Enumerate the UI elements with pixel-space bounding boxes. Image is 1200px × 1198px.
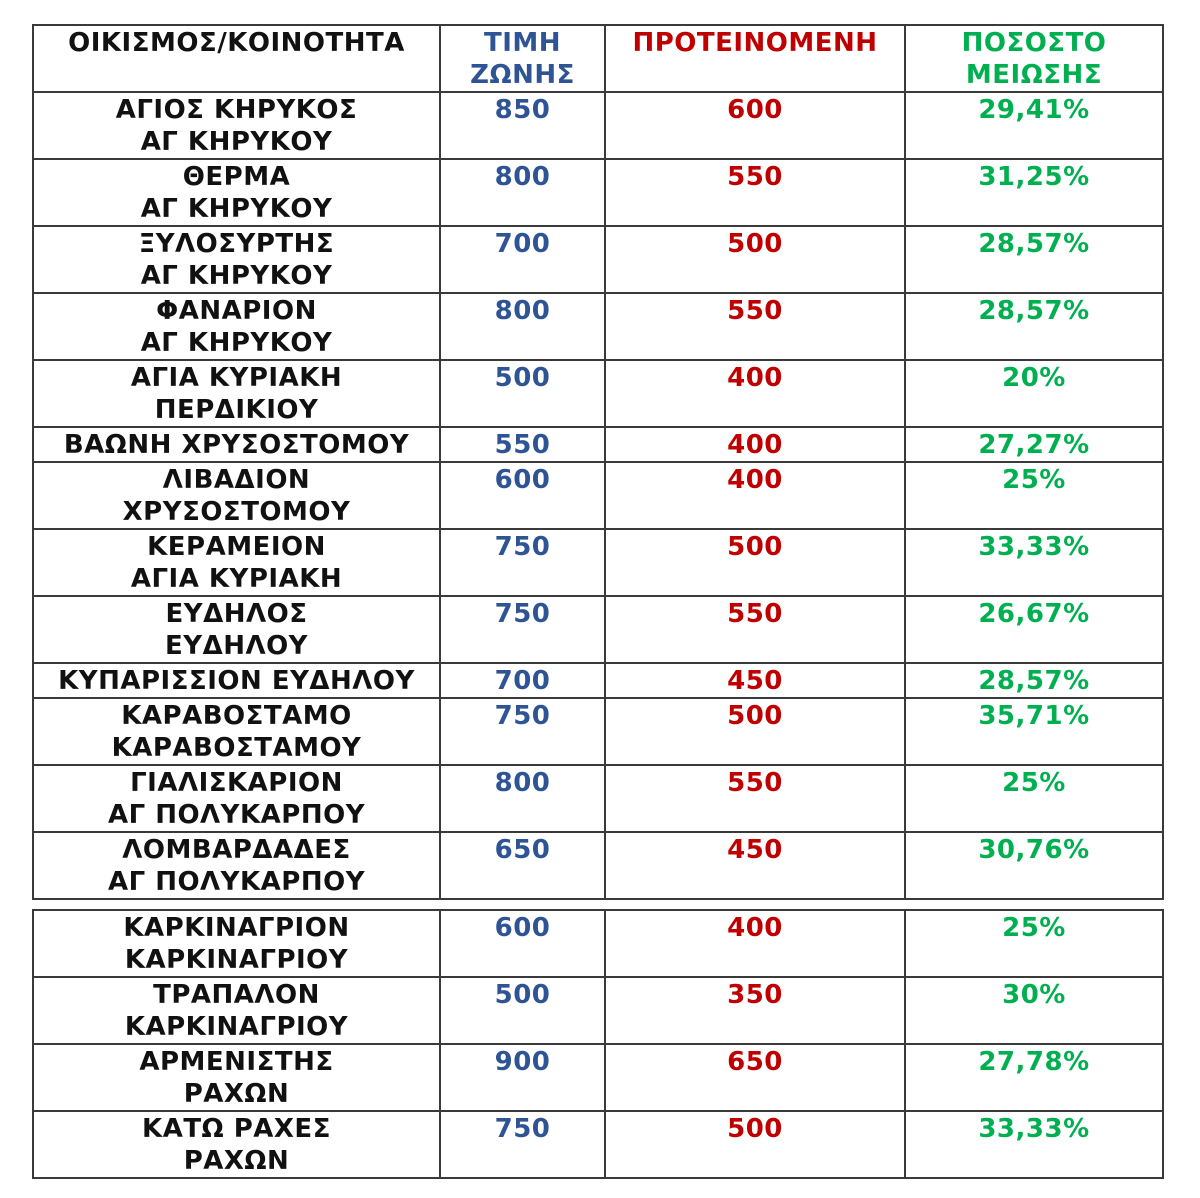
header-zone-price-line-2: ΖΩΝΗΣ: [470, 60, 575, 90]
proposed-price-cell-value: 500: [727, 532, 783, 562]
settlement-cell: [33, 596, 440, 663]
table-row: [33, 226, 1163, 293]
zone-price-cell: [440, 832, 605, 899]
zone-price-cell: [440, 663, 605, 698]
proposed-price-cell: [605, 698, 905, 765]
reduction-cell-value: 20%: [1002, 363, 1066, 393]
settlement-name-line: ΚΕΡΑΜΕΙΟΝ: [147, 532, 326, 562]
settlement-name-line: ΚΑΡΚΙΝΑΓΡΙΟΝ: [123, 913, 350, 943]
zone-price-cell: [440, 1111, 605, 1178]
table-row: [33, 596, 1163, 663]
zone-price-cell: [440, 765, 605, 832]
zone-price-cell: [440, 360, 605, 427]
table-row: [33, 663, 1163, 698]
zone-price-cell: [440, 698, 605, 765]
zone-price-cell: [440, 462, 605, 529]
settlement-name-line: ΕΥΔΗΛΟΥ: [164, 631, 309, 661]
reduction-cell: [905, 462, 1163, 529]
proposed-price-cell: [605, 1111, 905, 1178]
settlement-name-line: ΕΥΔΗΛΟΣ: [165, 599, 308, 629]
settlement-name-line: ΚΑΡΑΒΟΣΤΑΜΟΥ: [111, 733, 362, 763]
reduction-cell-value: 28,57%: [978, 296, 1090, 326]
settlement-name-line: ΛΙΒΑΔΙΟΝ: [162, 465, 311, 495]
zone-price-cell-value: 550: [494, 430, 551, 460]
proposed-price-cell-value: 400: [727, 430, 783, 460]
zone-price-cell-value: 750: [494, 532, 551, 562]
proposed-price-cell-value: 500: [727, 701, 783, 731]
proposed-price-cell-value: 650: [727, 1047, 783, 1077]
proposed-price-cell-value: 500: [727, 229, 783, 259]
reduction-cell: [905, 663, 1163, 698]
settlement-cell: [33, 1111, 440, 1178]
settlement-name-line: ΤΡΑΠΑΛΟΝ: [153, 980, 320, 1010]
settlement-name-line: ΑΓ ΚΗΡΥΚΟΥ: [140, 127, 333, 157]
reduction-cell-value: 25%: [1002, 465, 1066, 495]
proposed-price-cell: [605, 529, 905, 596]
reduction-cell: [905, 698, 1163, 765]
proposed-price-cell-value: 450: [727, 835, 783, 865]
settlement-cell: [33, 159, 440, 226]
header-reduction-line-2: ΜΕΙΩΣΗΣ: [965, 60, 1103, 90]
header-reduction: [905, 25, 1163, 92]
table-row: [33, 529, 1163, 596]
price-table-main-body: [33, 25, 1163, 899]
zone-price-cell-value: 650: [494, 835, 551, 865]
settlement-name-line: ΑΓ ΚΗΡΥΚΟΥ: [140, 328, 333, 358]
table-row: [33, 92, 1163, 159]
proposed-price-cell-value: 550: [727, 296, 783, 326]
reduction-cell: [905, 596, 1163, 663]
reduction-cell: [905, 293, 1163, 360]
proposed-price-cell-value: 500: [727, 1114, 783, 1144]
table-row: [33, 765, 1163, 832]
reduction-cell-value: 29,41%: [978, 95, 1090, 125]
settlement-name-line: ΞΥΛΟΣΥΡΤΗΣ: [138, 229, 335, 259]
proposed-price-cell: [605, 159, 905, 226]
zone-price-cell-value: 600: [494, 465, 551, 495]
reduction-cell-value: 33,33%: [978, 532, 1090, 562]
proposed-price-cell-value: 450: [727, 666, 783, 696]
settlement-name-line: ΚΥΠΑΡΙΣΣΙΟΝ ΕΥΔΗΛΟΥ: [58, 666, 415, 696]
zone-price-cell: [440, 1044, 605, 1111]
proposed-price-cell: [605, 832, 905, 899]
proposed-price-cell-value: 350: [727, 980, 783, 1010]
zone-price-cell: [440, 92, 605, 159]
settlement-cell: [33, 293, 440, 360]
settlement-name-line: ΚΑΤΩ ΡΑΧΕΣ: [142, 1114, 331, 1144]
settlement-name-line: ΑΓΙΟΣ ΚΗΡΥΚΟΣ: [115, 95, 358, 125]
settlement-cell: [33, 1044, 440, 1111]
zone-price-cell: [440, 529, 605, 596]
settlement-cell: [33, 360, 440, 427]
proposed-price-cell-value: 550: [727, 599, 783, 629]
reduction-cell-value: 31,25%: [978, 162, 1090, 192]
settlement-name-line: ΛΟΜΒΑΡΔΑΔΕΣ: [122, 835, 351, 865]
zone-price-cell: [440, 293, 605, 360]
settlement-name-line: ΘΕΡΜΑ: [182, 162, 291, 192]
proposed-price-cell: [605, 293, 905, 360]
reduction-cell-value: 26,67%: [978, 599, 1090, 629]
zone-price-cell: [440, 910, 605, 977]
table-row: [33, 293, 1163, 360]
table-row: [33, 462, 1163, 529]
settlement-cell: [33, 226, 440, 293]
zone-price-cell-value: 750: [494, 701, 551, 731]
reduction-cell: [905, 832, 1163, 899]
header-proposed-label: ΠΡΟΤΕΙΝΟΜΕΝΗ: [632, 28, 878, 58]
table-row: [33, 159, 1163, 226]
reduction-cell-value: 27,78%: [978, 1047, 1090, 1077]
settlement-name-line: ΚΑΡΚΙΝΑΓΡΙΟΥ: [124, 945, 349, 975]
proposed-price-cell-value: 400: [727, 465, 783, 495]
header-zone-price: [440, 25, 605, 92]
proposed-price-cell: [605, 910, 905, 977]
proposed-price-cell: [605, 226, 905, 293]
reduction-cell-value: 25%: [1002, 913, 1066, 943]
settlement-name-line: ΚΑΡΚΙΝΑΓΡΙΟΥ: [124, 1012, 349, 1042]
settlement-cell: [33, 92, 440, 159]
proposed-price-cell: [605, 596, 905, 663]
reduction-cell: [905, 910, 1163, 977]
zone-price-cell-value: 750: [494, 1114, 551, 1144]
settlement-name-line: ΧΡΥΣΟΣΤΟΜΟΥ: [122, 497, 351, 527]
header-settlement: [33, 25, 440, 92]
reduction-cell: [905, 1044, 1163, 1111]
price-table-second: [32, 909, 1164, 1179]
reduction-cell: [905, 159, 1163, 226]
zone-price-cell-value: 600: [494, 913, 551, 943]
settlement-name-line: ΑΓΙΑ ΚΥΡΙΑΚΗ: [130, 363, 343, 393]
table-row: [33, 977, 1163, 1044]
proposed-price-cell: [605, 1044, 905, 1111]
settlement-name-line: ΑΓ ΠΟΛΥΚΑΡΠΟΥ: [107, 867, 366, 897]
proposed-price-cell-value: 600: [727, 95, 783, 125]
settlement-name-line: ΡΑΧΩΝ: [183, 1146, 290, 1176]
header-zone-price-line-1: ΤΙΜΗ: [483, 28, 562, 58]
price-table-main: [32, 24, 1164, 900]
table-row: [33, 1044, 1163, 1111]
reduction-cell: [905, 1111, 1163, 1178]
reduction-cell-value: 35,71%: [978, 701, 1090, 731]
table-row: [33, 1111, 1163, 1178]
zone-price-cell: [440, 226, 605, 293]
header-proposed: [605, 25, 905, 92]
zone-price-cell-value: 700: [494, 666, 551, 696]
settlement-name-line: ΑΓΙΑ ΚΥΡΙΑΚΗ: [130, 564, 343, 594]
reduction-cell-value: 28,57%: [978, 229, 1090, 259]
settlement-name-line: ΦΑΝΑΡΙΟΝ: [156, 296, 317, 326]
proposed-price-cell: [605, 427, 905, 462]
settlement-cell: [33, 427, 440, 462]
table-row: [33, 698, 1163, 765]
proposed-price-cell-value: 400: [727, 913, 783, 943]
zone-price-cell: [440, 977, 605, 1044]
settlement-cell: [33, 663, 440, 698]
zone-price-cell-value: 500: [494, 980, 551, 1010]
table-row: [33, 910, 1163, 977]
reduction-cell: [905, 529, 1163, 596]
proposed-price-cell: [605, 765, 905, 832]
proposed-price-cell: [605, 360, 905, 427]
proposed-price-cell-value: 550: [727, 162, 783, 192]
proposed-price-cell-value: 400: [727, 363, 783, 393]
reduction-cell: [905, 427, 1163, 462]
proposed-price-cell: [605, 977, 905, 1044]
settlement-name-line: ΠΕΡΔΙΚΙΟΥ: [154, 395, 319, 425]
settlement-name-line: ΑΡΜΕΝΙΣΤΗΣ: [139, 1047, 334, 1077]
header-row: [33, 25, 1163, 92]
settlement-cell: [33, 765, 440, 832]
reduction-cell-value: 30%: [1002, 980, 1066, 1010]
settlement-name-line: ΚΑΡΑΒΟΣΤΑΜΟ: [121, 701, 352, 731]
proposed-price-cell: [605, 663, 905, 698]
reduction-cell: [905, 360, 1163, 427]
settlement-cell: [33, 698, 440, 765]
reduction-cell-value: 25%: [1002, 768, 1066, 798]
reduction-cell-value: 28,57%: [978, 666, 1090, 696]
reduction-cell: [905, 765, 1163, 832]
reduction-cell-value: 30,76%: [978, 835, 1090, 865]
proposed-price-cell: [605, 462, 905, 529]
reduction-cell: [905, 226, 1163, 293]
settlement-cell: [33, 462, 440, 529]
settlement-name-line: ΓΙΑΛΙΣΚΑΡΙΟΝ: [130, 768, 343, 798]
zone-price-cell: [440, 427, 605, 462]
settlement-name-line: ΑΓ ΚΗΡΥΚΟΥ: [140, 261, 333, 291]
header-reduction-line-1: ΠΟΣΟΣΤΟ: [961, 28, 1107, 58]
zone-price-cell-value: 800: [494, 162, 551, 192]
settlement-cell: [33, 910, 440, 977]
table-row: [33, 360, 1163, 427]
reduction-cell: [905, 92, 1163, 159]
zone-price-cell-value: 850: [494, 95, 551, 125]
settlement-name-line: ΡΑΧΩΝ: [183, 1079, 290, 1109]
zone-price-cell-value: 900: [494, 1047, 551, 1077]
zone-price-cell-value: 750: [494, 599, 551, 629]
reduction-cell-value: 27,27%: [978, 430, 1090, 460]
zone-price-cell-value: 700: [494, 229, 551, 259]
zone-price-cell: [440, 159, 605, 226]
zone-price-cell-value: 500: [494, 363, 551, 393]
zone-price-cell: [440, 596, 605, 663]
settlement-name-line: ΑΓ ΠΟΛΥΚΑΡΠΟΥ: [107, 800, 366, 830]
proposed-price-cell-value: 550: [727, 768, 783, 798]
header-settlement-label: ΟΙΚΙΣΜΟΣ/ΚΟΙΝΟΤΗΤΑ: [68, 28, 405, 58]
zone-price-cell-value: 800: [494, 296, 551, 326]
settlement-name-line: ΑΓ ΚΗΡΥΚΟΥ: [140, 194, 333, 224]
settlement-cell: [33, 529, 440, 596]
proposed-price-cell: [605, 92, 905, 159]
settlement-cell: [33, 832, 440, 899]
zone-price-cell-value: 800: [494, 768, 551, 798]
reduction-cell: [905, 977, 1163, 1044]
settlement-name-line: ΒΑΩΝΗ ΧΡΥΣΟΣΤΟΜΟΥ: [63, 430, 410, 460]
settlement-cell: [33, 977, 440, 1044]
table-row: [33, 832, 1163, 899]
reduction-cell-value: 33,33%: [978, 1114, 1090, 1144]
table-row: [33, 427, 1163, 462]
price-table-second-body: [33, 910, 1163, 1178]
